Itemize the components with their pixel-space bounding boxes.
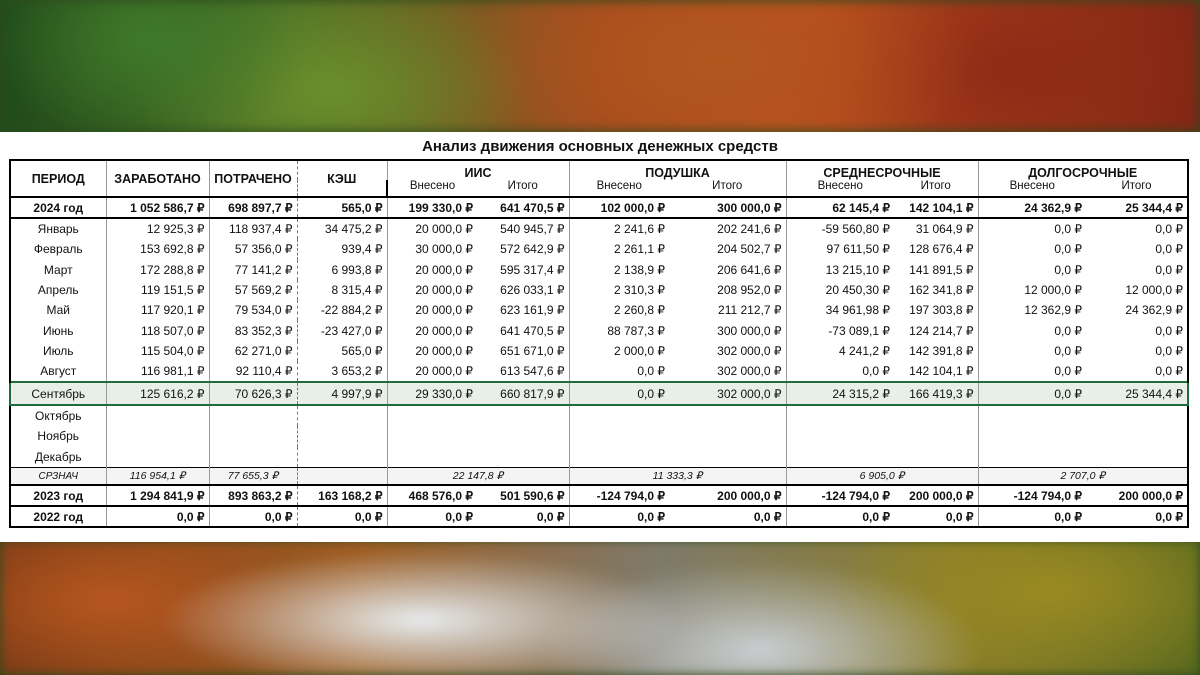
empty-cell[interactable] bbox=[569, 447, 669, 468]
value-cell[interactable]: 0,0 ₽ bbox=[1086, 320, 1188, 340]
value-cell[interactable]: 0,0 ₽ bbox=[669, 506, 786, 527]
value-cell[interactable]: -124 794,0 ₽ bbox=[569, 485, 669, 506]
period-cell[interactable]: Апрель bbox=[10, 280, 106, 300]
empty-cell[interactable] bbox=[978, 447, 1086, 468]
value-cell[interactable]: 3 653,2 ₽ bbox=[297, 361, 387, 382]
value-cell[interactable]: 125 616,2 ₽ bbox=[106, 382, 209, 404]
header-spent[interactable]: ПОТРАЧЕНО bbox=[209, 160, 297, 197]
value-cell[interactable]: 102 000,0 ₽ bbox=[569, 197, 669, 218]
value-cell[interactable]: 302 000,0 ₽ bbox=[669, 382, 786, 404]
header-longterm[interactable]: ДОЛГОСРОЧНЫЕ bbox=[978, 160, 1188, 180]
value-cell[interactable]: 12 362,9 ₽ bbox=[978, 300, 1086, 320]
empty-cell[interactable] bbox=[978, 426, 1086, 447]
value-cell[interactable]: 0,0 ₽ bbox=[894, 506, 978, 527]
value-cell[interactable]: 83 352,3 ₽ bbox=[209, 320, 297, 340]
value-cell[interactable]: 115 504,0 ₽ bbox=[106, 341, 209, 361]
table-row bbox=[10, 300, 1188, 320]
period-cell[interactable]: Июнь bbox=[10, 320, 106, 340]
value-cell[interactable]: 0,0 ₽ bbox=[1086, 506, 1188, 527]
value-cell[interactable]: 0,0 ₽ bbox=[209, 506, 297, 527]
empty-cell[interactable] bbox=[894, 405, 978, 427]
value-cell[interactable]: 2 000,0 ₽ bbox=[569, 341, 669, 361]
subheader-cushion-total[interactable]: Итого bbox=[712, 180, 743, 192]
value-cell[interactable]: 2 138,9 ₽ bbox=[569, 260, 669, 280]
cashflow-table bbox=[9, 159, 1189, 528]
empty-cell[interactable] bbox=[387, 426, 477, 447]
value-cell[interactable]: 200 000,0 ₽ bbox=[894, 485, 978, 506]
value-cell[interactable]: 211 212,7 ₽ bbox=[718, 303, 782, 318]
value-cell[interactable]: 124 214,7 ₽ bbox=[909, 323, 974, 338]
value-cell[interactable]: 641 470,5 ₽ bbox=[477, 197, 569, 218]
value-cell[interactable]: 0,0 ₽ bbox=[1086, 218, 1188, 239]
table-row bbox=[10, 218, 1188, 239]
period-cell[interactable]: 2022 год bbox=[10, 506, 106, 527]
value-cell[interactable]: 62 271,0 ₽ bbox=[209, 341, 297, 361]
value-cell[interactable]: 0,0 ₽ bbox=[297, 506, 387, 527]
average-earned[interactable]: 116 954,1 ₽ bbox=[106, 468, 209, 486]
empty-cell[interactable] bbox=[1086, 447, 1188, 468]
period-cell[interactable]: Январь bbox=[10, 218, 106, 239]
header-midterm[interactable]: СРЕДНЕСРОЧНЫЕ bbox=[786, 160, 978, 180]
value-cell[interactable]: 0,0 ₽ bbox=[106, 506, 209, 527]
empty-cell[interactable] bbox=[669, 447, 786, 468]
value-cell[interactable]: 25 344,4 ₽ bbox=[1086, 197, 1188, 218]
period-cell[interactable]: 2024 год bbox=[10, 197, 106, 218]
value-cell[interactable]: 57 356,0 ₽ bbox=[209, 239, 297, 259]
value-cell[interactable]: 565,0 ₽ bbox=[297, 341, 387, 361]
value-cell[interactable]: 163 168,2 ₽ bbox=[297, 485, 387, 506]
value-cell[interactable]: 88 787,3 ₽ bbox=[569, 320, 669, 340]
value-cell[interactable]: 77 141,2 ₽ bbox=[209, 260, 297, 280]
header-row bbox=[10, 160, 1188, 180]
value-cell[interactable]: -23 427,0 ₽ bbox=[297, 320, 387, 340]
empty-cell[interactable] bbox=[106, 426, 209, 447]
average-spent[interactable]: 77 655,3 ₽ bbox=[209, 468, 297, 486]
table-row bbox=[10, 280, 1188, 300]
value-cell[interactable]: 0,0 ₽ bbox=[1086, 361, 1188, 382]
period-cell[interactable]: Май bbox=[10, 300, 106, 320]
period-cell[interactable]: Июль bbox=[10, 341, 106, 361]
empty-cell[interactable] bbox=[297, 447, 387, 468]
empty-cell[interactable] bbox=[477, 405, 569, 427]
value-cell[interactable]: 172 288,8 ₽ bbox=[106, 260, 209, 280]
value-cell[interactable]: 300 000,0 ₽ bbox=[717, 323, 782, 338]
empty-cell[interactable] bbox=[387, 447, 477, 468]
table-row bbox=[10, 405, 1188, 427]
header-cash[interactable]: КЭШ bbox=[297, 160, 387, 197]
header-earned[interactable]: ЗАРАБОТАНО bbox=[106, 160, 209, 197]
empty-cell[interactable] bbox=[297, 405, 387, 427]
header-iis[interactable]: ИИС bbox=[387, 160, 569, 180]
row-2024 bbox=[10, 197, 1188, 218]
value-cell[interactable]: 0,0 ₽ bbox=[786, 506, 894, 527]
value-cell[interactable]: 199 330,0 ₽ bbox=[387, 197, 477, 218]
value-cell[interactable]: 20 000,0 ₽ bbox=[387, 218, 477, 239]
period-cell[interactable]: Сентябрь bbox=[10, 382, 106, 404]
value-cell[interactable]: 200 000,0 ₽ bbox=[669, 485, 786, 506]
value-cell[interactable]: 626 033,1 ₽ bbox=[500, 283, 565, 298]
value-cell[interactable]: 141 891,5 ₽ bbox=[909, 262, 974, 277]
average-longterm[interactable]: 2 707,0 ₽ bbox=[978, 468, 1188, 486]
period-cell[interactable]: Август bbox=[10, 361, 106, 382]
empty-cell[interactable] bbox=[894, 447, 978, 468]
value-cell[interactable]: 25 344,4 ₽ bbox=[1086, 382, 1188, 404]
empty-cell[interactable] bbox=[669, 405, 786, 427]
table-row bbox=[10, 341, 1188, 361]
value-cell[interactable]: 166 419,3 ₽ bbox=[894, 382, 978, 404]
value-cell[interactable]: 939,4 ₽ bbox=[297, 239, 387, 259]
background-photo-bottom bbox=[0, 540, 1200, 675]
value-cell[interactable]: 501 590,6 ₽ bbox=[477, 485, 569, 506]
value-cell[interactable]: 300 000,0 ₽ bbox=[669, 197, 786, 218]
value-cell[interactable]: 24 362,9 ₽ bbox=[978, 197, 1086, 218]
value-cell[interactable]: 623 161,9 ₽ bbox=[500, 303, 565, 318]
value-cell[interactable]: 200 000,0 ₽ bbox=[1086, 485, 1188, 506]
value-cell[interactable]: 162 341,8 ₽ bbox=[909, 283, 974, 298]
value-cell[interactable]: 0,0 ₽ bbox=[1086, 239, 1188, 259]
header-cushion[interactable]: ПОДУШКА bbox=[569, 160, 786, 180]
value-cell[interactable]: 0,0 ₽ bbox=[978, 260, 1086, 280]
empty-cell[interactable] bbox=[106, 405, 209, 427]
sheet-title: Анализ движения основных денежных средств bbox=[422, 138, 778, 155]
value-cell[interactable]: -22 884,2 ₽ bbox=[297, 300, 387, 320]
average-cushion[interactable]: 11 333,3 ₽ bbox=[569, 468, 786, 486]
value-cell[interactable]: 204 502,7 ₽ bbox=[717, 242, 782, 257]
empty-cell[interactable] bbox=[978, 405, 1086, 427]
value-cell[interactable]: 0,0 ₽ bbox=[786, 361, 894, 382]
value-cell[interactable]: 30 000,0 ₽ bbox=[387, 239, 477, 259]
value-cell[interactable]: 20 000,0 ₽ bbox=[387, 280, 477, 300]
value-cell[interactable]: 6 993,8 ₽ bbox=[297, 260, 387, 280]
subheader-cushion-deposited[interactable]: Внесено bbox=[569, 180, 669, 197]
table-row bbox=[10, 239, 1188, 259]
value-cell[interactable]: 2 241,6 ₽ bbox=[569, 218, 669, 239]
average-iis[interactable]: 22 147,8 ₽ bbox=[387, 468, 569, 486]
value-cell[interactable]: 540 945,7 ₽ bbox=[500, 222, 565, 237]
period-cell[interactable]: Март bbox=[10, 260, 106, 280]
value-cell[interactable]: 118 507,0 ₽ bbox=[106, 320, 209, 340]
value-cell[interactable]: 142 104,1 ₽ bbox=[894, 197, 978, 218]
value-cell[interactable]: 97 611,50 ₽ bbox=[786, 239, 894, 259]
value-cell[interactable]: 29 330,0 ₽ bbox=[387, 382, 477, 404]
value-cell[interactable]: 572 642,9 ₽ bbox=[500, 242, 565, 257]
value-cell[interactable]: 20 000,0 ₽ bbox=[387, 361, 477, 382]
subheader-iis-deposited[interactable]: Внесено bbox=[387, 180, 477, 197]
subheader-longterm-deposited[interactable]: Внесено bbox=[978, 180, 1086, 197]
value-cell[interactable]: 0,0 ₽ bbox=[978, 320, 1086, 340]
empty-cell[interactable] bbox=[786, 447, 894, 468]
subheader-iis-total[interactable]: Итого bbox=[507, 180, 538, 192]
value-cell[interactable]: 651 671,0 ₽ bbox=[500, 343, 565, 358]
empty-cell[interactable] bbox=[297, 426, 387, 447]
subheader-midterm-total[interactable]: Итого bbox=[920, 180, 951, 192]
value-cell[interactable]: 0,0 ₽ bbox=[1086, 260, 1188, 280]
value-cell[interactable]: 118 937,4 ₽ bbox=[209, 218, 297, 239]
value-cell[interactable]: 0,0 ₽ bbox=[978, 218, 1086, 239]
empty-cell[interactable] bbox=[1086, 426, 1188, 447]
table-row bbox=[10, 320, 1188, 340]
value-cell[interactable]: 0,0 ₽ bbox=[569, 361, 669, 382]
value-cell[interactable]: 20 000,0 ₽ bbox=[387, 260, 477, 280]
value-cell[interactable]: 8 315,4 ₽ bbox=[297, 280, 387, 300]
empty-cell[interactable] bbox=[387, 405, 477, 427]
value-cell[interactable]: 20 000,0 ₽ bbox=[387, 300, 477, 320]
value-cell[interactable]: 0,0 ₽ bbox=[569, 506, 669, 527]
row-2023 bbox=[10, 485, 1188, 506]
period-cell[interactable]: Декабрь bbox=[10, 447, 106, 468]
value-cell[interactable]: 0,0 ₽ bbox=[978, 239, 1086, 259]
value-cell[interactable]: 24 315,2 ₽ bbox=[786, 382, 894, 404]
value-cell[interactable]: 1 052 586,7 ₽ bbox=[106, 197, 209, 218]
table-row bbox=[10, 426, 1188, 447]
value-cell[interactable]: 92 110,4 ₽ bbox=[209, 361, 297, 382]
value-cell[interactable]: 20 000,0 ₽ bbox=[387, 341, 477, 361]
value-cell[interactable]: 660 817,9 ₽ bbox=[477, 382, 569, 404]
empty-cell[interactable] bbox=[569, 405, 669, 427]
empty-cell[interactable] bbox=[209, 405, 297, 427]
value-cell[interactable]: 0,0 ₽ bbox=[387, 506, 477, 527]
average-cash[interactable] bbox=[297, 468, 387, 486]
empty-cell[interactable] bbox=[569, 426, 669, 447]
value-cell[interactable]: 1 294 841,9 ₽ bbox=[106, 485, 209, 506]
period-cell[interactable]: 2023 год bbox=[10, 485, 106, 506]
value-cell[interactable]: 128 676,4 ₽ bbox=[909, 242, 974, 257]
value-cell[interactable]: 468 576,0 ₽ bbox=[387, 485, 477, 506]
value-cell[interactable]: 13 215,10 ₽ bbox=[786, 260, 894, 280]
background-photo-top bbox=[0, 0, 1200, 132]
value-cell[interactable]: -124 794,0 ₽ bbox=[786, 485, 894, 506]
value-cell[interactable]: 565,0 ₽ bbox=[297, 197, 387, 218]
empty-cell[interactable] bbox=[1086, 405, 1188, 427]
value-cell[interactable]: 12 000,0 ₽ bbox=[1086, 280, 1188, 300]
spreadsheet bbox=[0, 132, 1200, 542]
value-cell[interactable]: 117 920,1 ₽ bbox=[106, 300, 209, 320]
table-row bbox=[10, 447, 1188, 468]
table-row bbox=[10, 260, 1188, 280]
value-cell[interactable]: 24 362,9 ₽ bbox=[1086, 300, 1188, 320]
value-cell[interactable]: 153 692,8 ₽ bbox=[106, 239, 209, 259]
value-cell[interactable]: 0,0 ₽ bbox=[477, 506, 569, 527]
value-cell[interactable]: 20 450,30 ₽ bbox=[786, 280, 894, 300]
table-row bbox=[10, 361, 1188, 382]
value-cell[interactable]: 119 151,5 ₽ bbox=[106, 280, 209, 300]
empty-cell[interactable] bbox=[786, 426, 894, 447]
value-cell[interactable]: 206 641,6 ₽ bbox=[717, 262, 782, 277]
average-midterm[interactable]: 6 905,0 ₽ bbox=[786, 468, 978, 486]
average-label[interactable]: СРЗНАЧ bbox=[10, 468, 106, 486]
empty-cell[interactable] bbox=[209, 426, 297, 447]
value-cell[interactable]: 0,0 ₽ bbox=[978, 382, 1086, 404]
value-cell[interactable]: 4 241,2 ₽ bbox=[786, 341, 894, 361]
value-cell[interactable]: 12 925,3 ₽ bbox=[106, 218, 209, 239]
average-row bbox=[10, 468, 1188, 486]
value-cell[interactable]: 34 961,98 ₽ bbox=[786, 300, 894, 320]
value-cell[interactable]: 79 534,0 ₽ bbox=[209, 300, 297, 320]
value-cell[interactable]: 0,0 ₽ bbox=[978, 361, 1086, 382]
period-cell[interactable]: Ноябрь bbox=[10, 426, 106, 447]
value-cell[interactable]: 2 310,3 ₽ bbox=[569, 280, 669, 300]
value-cell[interactable]: 0,0 ₽ bbox=[978, 341, 1086, 361]
empty-cell[interactable] bbox=[669, 426, 786, 447]
value-cell[interactable]: 698 897,7 ₽ bbox=[209, 197, 297, 218]
row-2022 bbox=[10, 506, 1188, 527]
value-cell[interactable]: 208 952,0 ₽ bbox=[717, 283, 782, 298]
table-row-selected bbox=[10, 382, 1188, 404]
period-cell[interactable]: Октябрь bbox=[10, 405, 106, 427]
empty-cell[interactable] bbox=[477, 447, 569, 468]
value-cell[interactable]: -59 560,80 ₽ bbox=[786, 218, 894, 239]
value-cell[interactable]: 0,0 ₽ bbox=[978, 506, 1086, 527]
value-cell[interactable]: 116 981,1 ₽ bbox=[106, 361, 209, 382]
value-cell[interactable]: -73 089,1 ₽ bbox=[786, 320, 894, 340]
value-cell[interactable]: 302 000,0 ₽ bbox=[717, 364, 782, 379]
value-cell[interactable]: 70 626,3 ₽ bbox=[209, 382, 297, 404]
empty-cell[interactable] bbox=[106, 447, 209, 468]
value-cell[interactable]: 641 470,5 ₽ bbox=[500, 323, 565, 338]
value-cell[interactable]: 142 104,1 ₽ bbox=[909, 364, 974, 379]
value-cell[interactable]: 31 064,9 ₽ bbox=[915, 222, 974, 237]
empty-cell[interactable] bbox=[894, 426, 978, 447]
value-cell[interactable]: 62 145,4 ₽ bbox=[786, 197, 894, 218]
empty-cell[interactable] bbox=[477, 426, 569, 447]
subheader-longterm-total[interactable]: Итого bbox=[1086, 180, 1188, 197]
value-cell[interactable]: 142 391,8 ₽ bbox=[909, 343, 974, 358]
value-cell[interactable]: 0,0 ₽ bbox=[569, 382, 669, 404]
header-period[interactable]: ПЕРИОД bbox=[10, 160, 106, 197]
value-cell[interactable]: 57 569,2 ₽ bbox=[209, 280, 297, 300]
value-cell[interactable]: 12 000,0 ₽ bbox=[978, 280, 1086, 300]
value-cell[interactable]: 4 997,9 ₽ bbox=[297, 382, 387, 404]
value-cell[interactable]: 2 261,1 ₽ bbox=[569, 239, 669, 259]
value-cell[interactable]: 197 303,8 ₽ bbox=[909, 303, 974, 318]
value-cell[interactable]: 34 475,2 ₽ bbox=[297, 218, 387, 239]
empty-cell[interactable] bbox=[786, 405, 894, 427]
value-cell[interactable]: 613 547,6 ₽ bbox=[500, 364, 565, 379]
value-cell[interactable]: 202 241,6 ₽ bbox=[717, 222, 782, 237]
period-cell[interactable]: Февраль bbox=[10, 239, 106, 259]
value-cell[interactable]: 20 000,0 ₽ bbox=[387, 320, 477, 340]
value-cell[interactable]: 2 260,8 ₽ bbox=[569, 300, 669, 320]
value-cell[interactable]: 0,0 ₽ bbox=[1086, 341, 1188, 361]
empty-cell[interactable] bbox=[209, 447, 297, 468]
subheader-midterm-deposited[interactable]: Внесено bbox=[786, 180, 894, 197]
value-cell[interactable]: 595 317,4 ₽ bbox=[500, 262, 565, 277]
value-cell[interactable]: 893 863,2 ₽ bbox=[209, 485, 297, 506]
value-cell[interactable]: -124 794,0 ₽ bbox=[978, 485, 1086, 506]
value-cell[interactable]: 302 000,0 ₽ bbox=[717, 343, 782, 358]
